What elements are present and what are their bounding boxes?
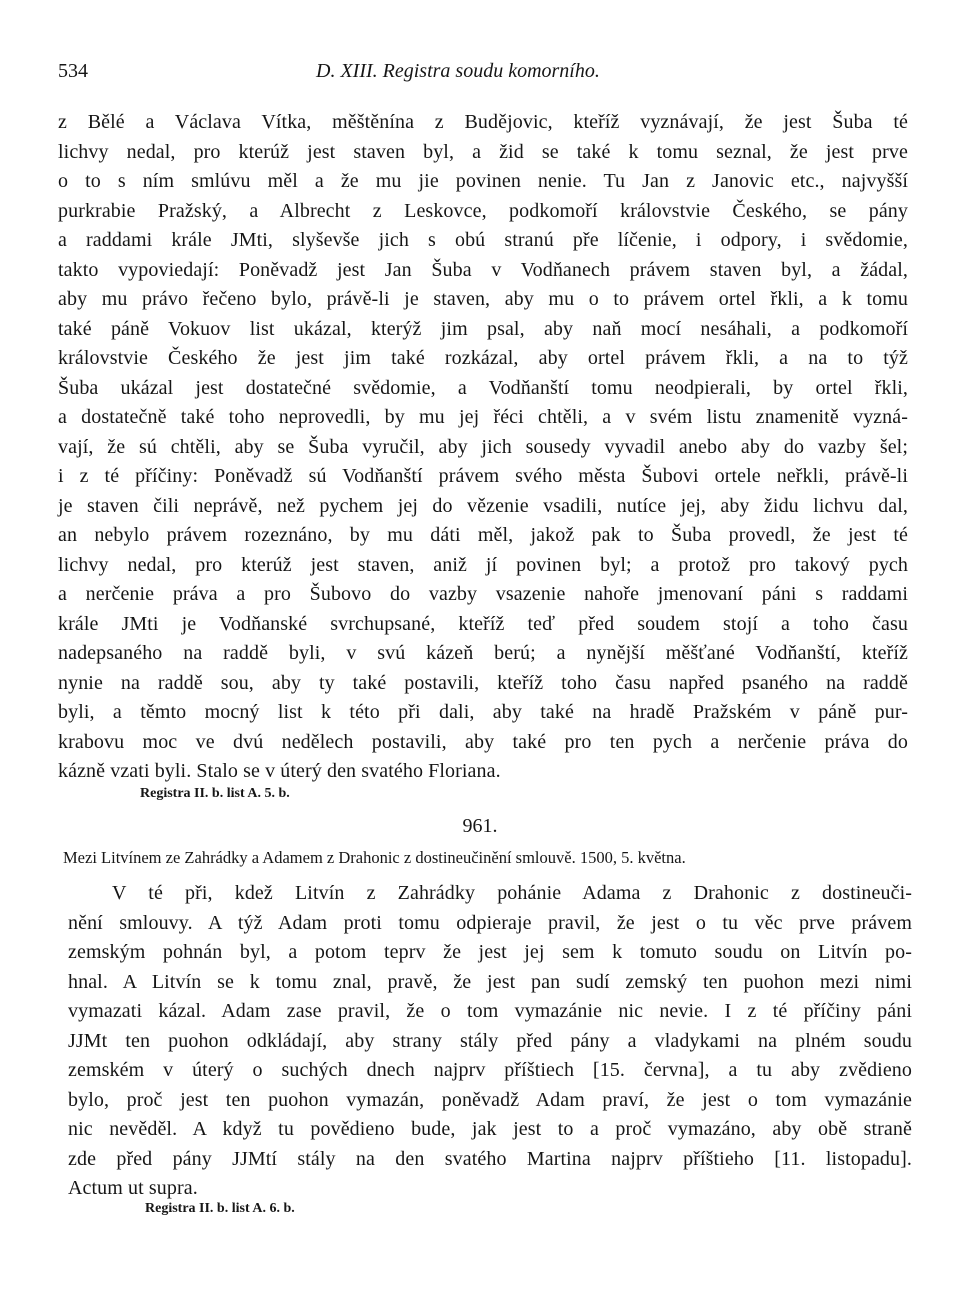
text-line: JJMt ten puohon odkládají, aby strany stály před pány a vladykami na plném soudu bbox=[68, 1029, 912, 1052]
text-line: zemském v úterý o suchých dnech najprv příštiech [15. června], a tu aby zvědieno bbox=[68, 1059, 912, 1081]
text-line: krabovu moc ve dvú nedělech postavili, aby také pro ten pych a nerčenie práva do bbox=[58, 730, 908, 753]
text-line: vají, že sú chtěli, aby se Šuba vyručil, aby jich sousedy vyvadil anebo aby do vazby šel; bbox=[58, 435, 908, 458]
text-line: vymazati kázal. Adam zase pravil, že o tom vymazánie nic nevie. I z té příčiny páni bbox=[68, 1000, 912, 1022]
text-line: lichvy nedal, pro kterúž jest staven, aniž jí povinen byl; a protož pro takový pych bbox=[58, 553, 908, 576]
text-line: a dostatečně také toho neprovedli, by mu jej řéci chtěli, a v svém listu znamenitě vyzná- bbox=[58, 406, 908, 428]
text-line: je staven čili neprávě, než pychem jej do vězenie vsadili, nutíce jej, aby židu lichvu dal, bbox=[58, 494, 908, 517]
source-reference: Registra II. b. list A. 5. b. bbox=[140, 786, 290, 801]
text-line: z Bělé a Václava Vítka, měštěnína z Budějovic, kteříž vyznávají, že jest Šuba té bbox=[58, 111, 908, 133]
text-line: purkrabie Pražský, a Albrecht z Leskovce, podkomoří královstvie Českého, se pány bbox=[58, 199, 908, 222]
text-line: byli, a těmto mocný list k této při dali, aby také na hradě Pražském v páně pur- bbox=[58, 701, 908, 723]
text-line: krále JMti je Vodňanské svrchupsané, kteříž teď před soudem stojí a toho času bbox=[58, 612, 908, 635]
text-line: královstvie Českého že jest jim také rozkázal, aby ortel právem řkli, a na to týž bbox=[58, 347, 908, 369]
text-line: Actum ut supra. bbox=[68, 1177, 198, 1199]
text-line: nadepsaného na raddě byli, v svú kázeň berú; a nynější měšťané Vodňanští, kteříž bbox=[58, 642, 908, 664]
text-line: Šuba ukázal jest dostatečné svědomie, a Vodňanští tomu neodpierali, by ortel řkli, bbox=[58, 376, 908, 399]
running-title: D. XIII. Registra soudu komorního. bbox=[316, 60, 600, 82]
document-heading: Mezi Litvínem ze Zahrádky a Adamem z Drahonic z dostineučinění smlouvě. 1500, 5. května. bbox=[63, 848, 686, 867]
document-number: 961. bbox=[462, 815, 498, 837]
text-line: a nerčenie práva a pro Šubovo do vazby vsazenie nahoře jmenovaní páni s raddami bbox=[58, 583, 908, 605]
text-line: bylo, proč jest ten puohon vymazán, poněvadž Adam praví, že jest o tom vymazánie bbox=[68, 1088, 912, 1111]
text-line: takto vypoviedají: Poněvadž jest Jan Šuba v Vodňanech právem staven byl, a žádal, bbox=[58, 258, 908, 281]
document-961-text bbox=[68, 879, 912, 1204]
text-line: zemským pohnán byl, a potom teprv že jest jej sem k tomuto soudu on Litvín po- bbox=[68, 941, 912, 963]
text-line: lichvy nedal, pro kterúž jest staven byl, a žid se také k tomu seznal, že jest prve bbox=[58, 140, 908, 163]
text-line: aby mu právo řečeno bylo, právě-li je staven, aby mu o to právem ortel řkli, a k tomu bbox=[58, 288, 908, 310]
text-line: zde před pány JJMtí stály na den svatého Martina najprv příštieho [11. listopadu]. bbox=[68, 1147, 912, 1170]
text-line: i z té příčiny: Poněvadž sú Vodňanští právem svého města Šubovi ortele neřkli, právě-li bbox=[58, 465, 908, 487]
text-line: o to s ním smlúvu měl a že mu jie povinen nenie. Tu Jan z Janovic etc., najvyšší bbox=[58, 170, 908, 192]
text-line: také páně Vokuov list ukázal, kterýž jim psal, aby naň mocí nesáhali, a podkomoří bbox=[58, 317, 908, 340]
source-reference: Registra II. b. list A. 6. b. bbox=[145, 1201, 295, 1216]
text-line: a raddami krále JMti, slyševše jich s obú stranú pře líčenie, i odpory, i svědomie, bbox=[58, 229, 908, 251]
text-line: hnal. A Litvín se k tomu znal, pravě, že jest pan sudí zemský ten puohon mezi nimi bbox=[68, 970, 912, 993]
text-line: nynie na raddě sou, aby ty také postavili, kteříž toho času napřed psaného na raddě bbox=[58, 671, 908, 694]
text-line: nění smlouvy. A týž Adam proti tomu odpieraje pravil, že jest o tu věc prve právem bbox=[68, 911, 912, 934]
page-header bbox=[58, 60, 908, 88]
text-line: an nebylo právem rozeznáno, by mu dáti měl, jakož pak to Šuba provedl, že jest té bbox=[58, 524, 908, 546]
document-960-tail-text bbox=[58, 108, 908, 787]
page-number: 534 bbox=[58, 60, 88, 82]
text-line: kázně vzati byli. Stalo se v úterý den svatého Floriana. bbox=[58, 760, 501, 782]
text-line: nic nevěděl. A když tu povědieno bude, jak jest to a proč vymazáno, aby obě straně bbox=[68, 1118, 912, 1140]
text-line: V té při, kdež Litvín z Zahrádky pohánie Adama z Drahonic z dostineuči- bbox=[112, 882, 912, 904]
